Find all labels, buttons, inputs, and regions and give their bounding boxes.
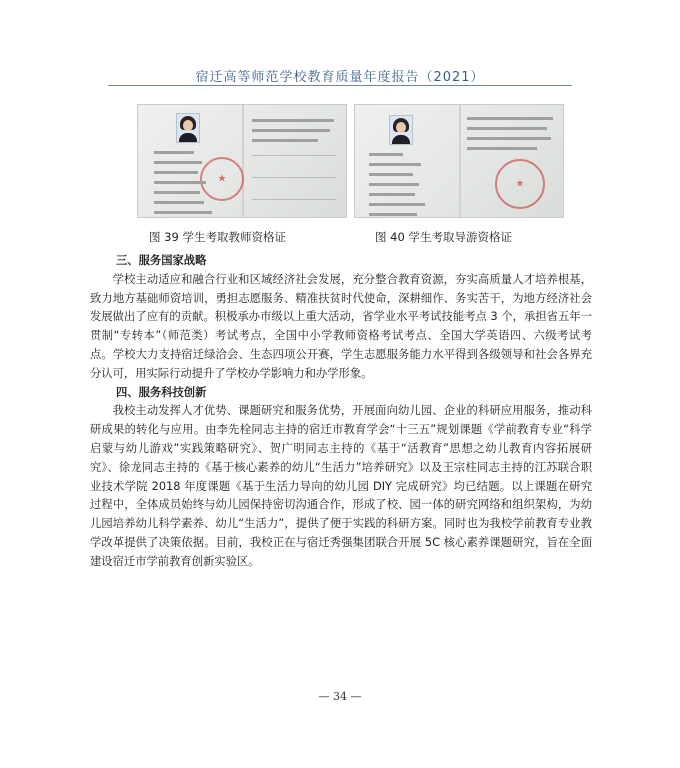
red-seal: ★ <box>200 157 244 201</box>
page-number: — 34 — <box>318 690 362 703</box>
header-divider <box>108 85 572 86</box>
certificate-fold <box>459 105 461 217</box>
section-heading: 三、服务国家战略 <box>116 254 207 267</box>
portrait-photo <box>389 115 413 145</box>
portrait-photo <box>176 113 200 143</box>
section-heading: 四、服务科技创新 <box>116 385 207 399</box>
report-body <box>90 252 592 572</box>
certificate-fold <box>242 105 244 217</box>
red-seal: ★ <box>495 159 545 209</box>
figure-caption: 图 40 学生考取导游资格证 <box>375 230 512 244</box>
body-paragraph: 学校主动适应和融合行业和区域经济社会发展，充分整合教育资源，夯实高质量人才培养根基，致力地方基础师资培训，勇担志愿服务、精准扶贫时代使命，深耕细作、务实苦干，为地方经济社会发展做出了应有的贡献。积极承办市级以上重大活动，省学业水平考试技能考点 3 个，承担省五年一贯制“专转本”（师范类）考试考点，全国中小学教师资格考试考点、全国大学英语四、六级考试考点。学校大力支持宿迁绿洽会、生态四项公开赛，学生志愿服务能力水平得到各级领导和社会各界充分认可，用实际行动提升了学校办学影响力和办学形象。 <box>90 272 592 380</box>
body-paragraph: 我校主动发挥人才优势、课题研究和服务优势，开展面向幼儿园、企业的科研应用服务，推动科研成果的转化与应用。由李先栓同志主持的宿迁市教育学会“十三五”规划课题《学前教育专业“科学启蒙与幼儿游戏”实践策略研究》、贺广明同志主持的《基于“活教育”思想之幼儿教育内容拓展研究》、徐龙同志主持的《基于核心素养的幼儿“生活力”培养研究》以及王宗柱同志主持的江苏联合职业技术学院 2018 年度课题《基于生活力导向的幼儿园 DIY 完成研究》均已结题。以上课题在研究过程中，全体成员始终与幼儿园保持密切沟通合作，形成了校、园一体的研究网络和组织架构，为幼儿园培养幼儿科学素养、幼儿“生活力”，提供了便于实践的科研方案。同时也为我校学前教育专业教学改革提供了决策依据。目前，我校正在与宿迁秀强集团联合开展 5C 核心素养课题研究，旨在全面建设宿迁市学前教育创新实验区。 <box>90 404 592 568</box>
report-title: 宿迁高等师范学校教育质量年度报告（2021） <box>195 70 485 85</box>
tour-guide-certificate-photo <box>354 104 564 218</box>
teacher-certificate-photo <box>137 104 347 218</box>
figure-caption: 图 39 学生考取教师资格证 <box>149 230 286 244</box>
